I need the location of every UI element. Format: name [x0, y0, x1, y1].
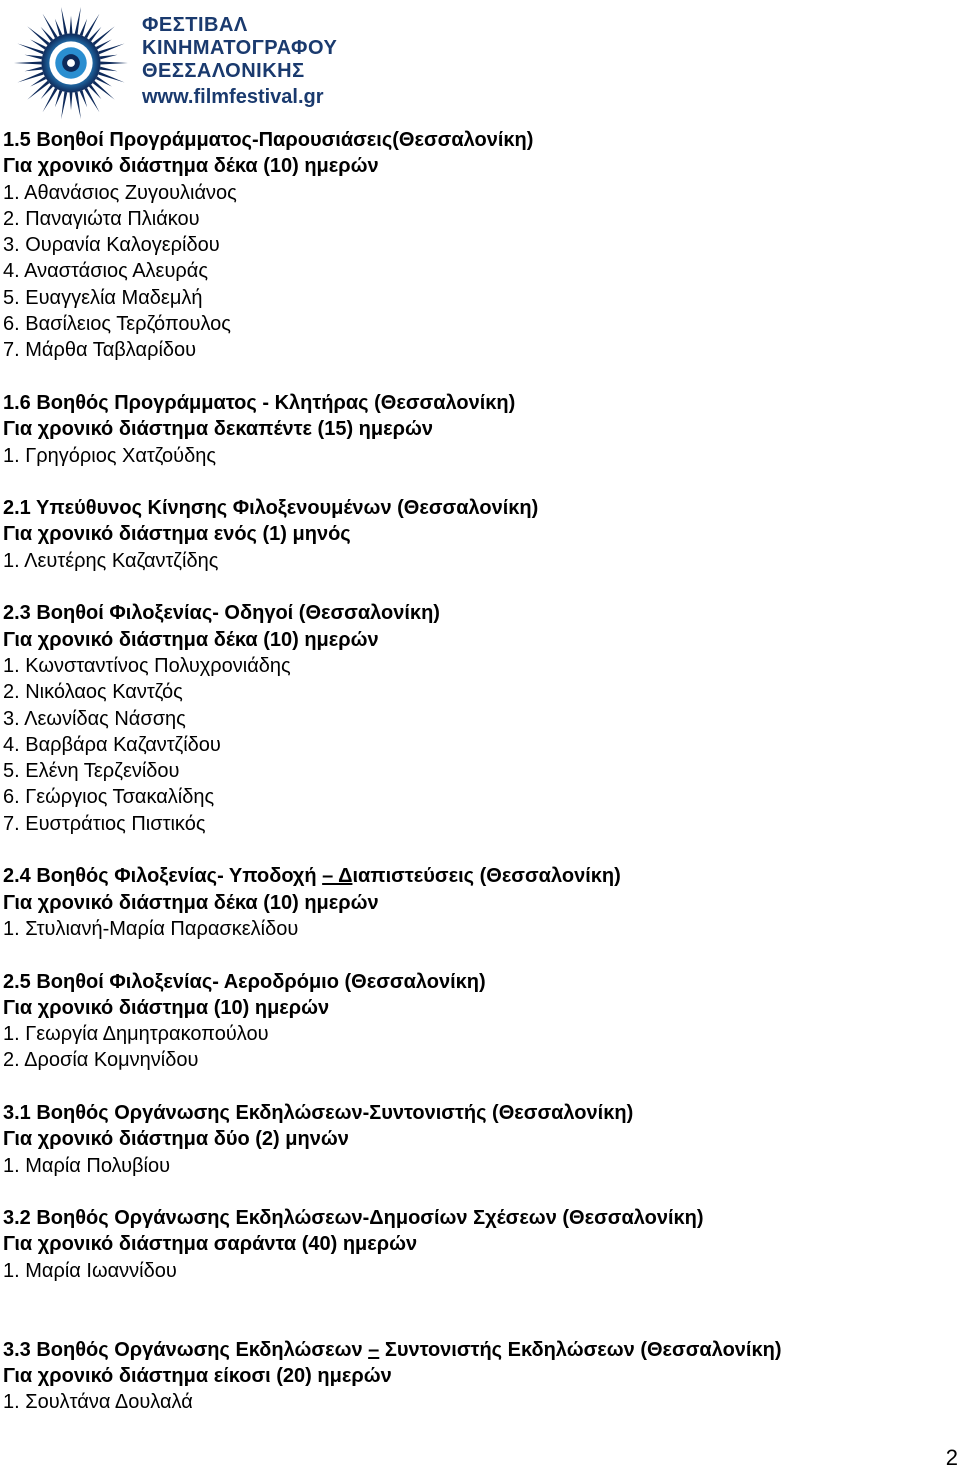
- sun-ray: [70, 16, 73, 34]
- section-title: 3.1 Βοηθός Οργάνωσης Εκδηλώσεων-Συντονιστής (Θεσσαλονίκη): [3, 1101, 634, 1124]
- section-3-3: [3, 1337, 943, 1416]
- sun-ray: [84, 88, 99, 113]
- sun-ray: [25, 55, 43, 60]
- section-title: [3, 863, 943, 889]
- list-item: 3. Ουρανία Καλογερίδου: [3, 234, 220, 257]
- logo-line-2: ΚΙΝΗΜΑΤΟΓΡΑΦΟΥ: [142, 37, 338, 59]
- list-item: 5. Ελένη Τερζενίδου: [3, 760, 180, 783]
- sun-ray: [27, 81, 49, 100]
- sun-ray: [25, 67, 43, 72]
- list-item: 1. Σουλτάνα Δουλαλά: [3, 1391, 193, 1414]
- sun-ray: [75, 92, 81, 119]
- list-item: 2. Παναγιώτα Πλιάκου: [3, 207, 200, 230]
- section-title: 3.2 Βοηθός Οργάνωσης Εκδηλώσεων-Δημοσίων Σχέσεων (Θεσσαλονίκη): [3, 1207, 704, 1230]
- section-period: Για χρονικό διάστημα είκοσι (20) ημερών: [3, 1364, 392, 1387]
- sun-ray: [80, 90, 87, 107]
- festival-logo: [8, 4, 348, 120]
- sun-ray: [61, 7, 67, 34]
- list-item: 7. Ευστράτιος Πιστικός: [3, 812, 206, 835]
- sun-ray: [84, 14, 99, 39]
- list-item: 2. Νικόλαος Καντζός: [3, 681, 183, 704]
- section-2-5: [3, 969, 943, 1074]
- list-item: 4. Βαρβάρα Καζαντζίδου: [3, 733, 221, 756]
- sun-ray: [75, 7, 81, 34]
- section-1-5: [3, 127, 943, 364]
- document-body: [3, 127, 943, 1416]
- section-1-6: [3, 390, 943, 469]
- list-item: 1. Γρηγόριος Χατζούδης: [3, 444, 216, 467]
- sun-ray: [14, 62, 42, 65]
- section-period: Για χρονικό διάστημα ενός (1) μηνός: [3, 523, 351, 546]
- list-item: 7. Μάρθα Ταβλαρίδου: [3, 339, 197, 362]
- section-2-4: [3, 863, 943, 942]
- page-number: 2: [945, 1445, 958, 1470]
- sun-ray: [70, 92, 73, 110]
- logo-line-1: ΦΕΣΤΙΒΑΛ: [142, 14, 248, 36]
- list-item: 1. Μαρία Πολυβίου: [3, 1154, 171, 1177]
- section-period: Για χρονικό διάστημα δύο (2) μηνών: [3, 1128, 349, 1151]
- sun-ray: [27, 26, 49, 45]
- sun-ray: [55, 90, 62, 107]
- section-title-underlined: – Δ: [322, 865, 353, 888]
- section-period: Για χρονικό διάστημα δέκα (10) ημερών: [3, 155, 379, 178]
- section-title: [3, 1337, 943, 1363]
- section-title: 2.1 Υπεύθυνος Κίνησης Φιλοξενουμένων (Θεσσαλονίκη): [3, 497, 539, 520]
- sun-ray: [61, 92, 67, 119]
- section-period: Για χρονικό διάστημα δέκα (10) ημερών: [3, 891, 379, 914]
- section-2-3: [3, 600, 943, 837]
- section-title-part: ιαπιστεύσεις (Θεσσαλονίκη): [352, 865, 621, 888]
- sun-ray: [42, 88, 57, 113]
- sun-emblem-icon: [12, 4, 130, 122]
- list-item: 1. Αθανάσιος Ζυγουλιάνος: [3, 181, 237, 204]
- section-title-part: Συντονιστής Εκδηλώσεων (Θεσσαλονίκη): [379, 1338, 782, 1361]
- list-item: 1. Κωνσταντίνος Πολυχρονιάδης: [3, 654, 291, 677]
- section-title: 2.3 Βοηθοί Φιλοξενίας- Οδηγοί (Θεσσαλονίκη): [3, 602, 440, 625]
- logo-url: www.filmfestival.gr: [142, 86, 324, 108]
- list-item: 6. Βασίλειος Τερζόπουλος: [3, 313, 231, 336]
- list-item: 5. Ευαγγελία Μαδεμλή: [3, 286, 203, 309]
- list-item: 1. Μαρία Ιωαννίδου: [3, 1259, 177, 1282]
- list-item: 2. Δροσία Κομνηνίδου: [3, 1049, 199, 1072]
- list-item: 6. Γεώργιος Τσακαλίδης: [3, 786, 215, 809]
- section-period: Για χρονικό διάστημα (10) ημερών: [3, 996, 330, 1019]
- section-title: 1.6 Βοηθός Προγράμματος - Κλητήρας (Θεσσαλονίκη): [3, 391, 516, 414]
- section-title-part: 2.4 Βοηθός Φιλοξενίας- Υποδοχή: [3, 865, 323, 888]
- sun-ray: [55, 19, 62, 36]
- list-item: 3. Λεωνίδας Νάσσης: [3, 707, 186, 730]
- section-title-part: 3.3 Βοηθός Οργάνωσης Εκδηλώσεων: [3, 1338, 369, 1361]
- list-item: 1. Λευτέρης Καζαντζίδης: [3, 549, 219, 572]
- section-title-underlined: –: [368, 1338, 380, 1361]
- list-item: 1. Στυλιανή-Μαρία Παρασκελίδου: [3, 917, 299, 940]
- sun-ray: [42, 14, 57, 39]
- logo-line-3: ΘΕΣΣΑΛΟΝΙΚΗΣ: [142, 60, 305, 82]
- sun-ray: [93, 26, 115, 45]
- sun-ray: [93, 81, 115, 100]
- sun-ray: [100, 55, 118, 60]
- list-item: 1. Γεωργία Δημητρακοπούλου: [3, 1023, 269, 1046]
- section-3-2: [3, 1205, 943, 1284]
- section-period: Για χρονικό διάστημα σαράντα (40) ημερών: [3, 1233, 418, 1256]
- section-2-1: [3, 495, 943, 574]
- section-title: 2.5 Βοηθοί Φιλοξενίας- Αεροδρόμιο (Θεσσαλονίκη): [3, 970, 486, 993]
- section-title: 1.5 Βοηθοί Προγράμματος-Παρουσιάσεις(Θεσσαλονίκη): [3, 129, 534, 151]
- section-period: Για χρονικό διάστημα δεκαπέντε (15) ημερών: [3, 418, 434, 441]
- sun-ray: [100, 62, 128, 65]
- sun-ray: [100, 67, 118, 72]
- section-3-1: [3, 1100, 943, 1179]
- list-item: 4. Αναστάσιος Αλευράς: [3, 260, 208, 283]
- section-period: Για χρονικό διάστημα δέκα (10) ημερών: [3, 628, 379, 651]
- sun-ray: [80, 19, 87, 36]
